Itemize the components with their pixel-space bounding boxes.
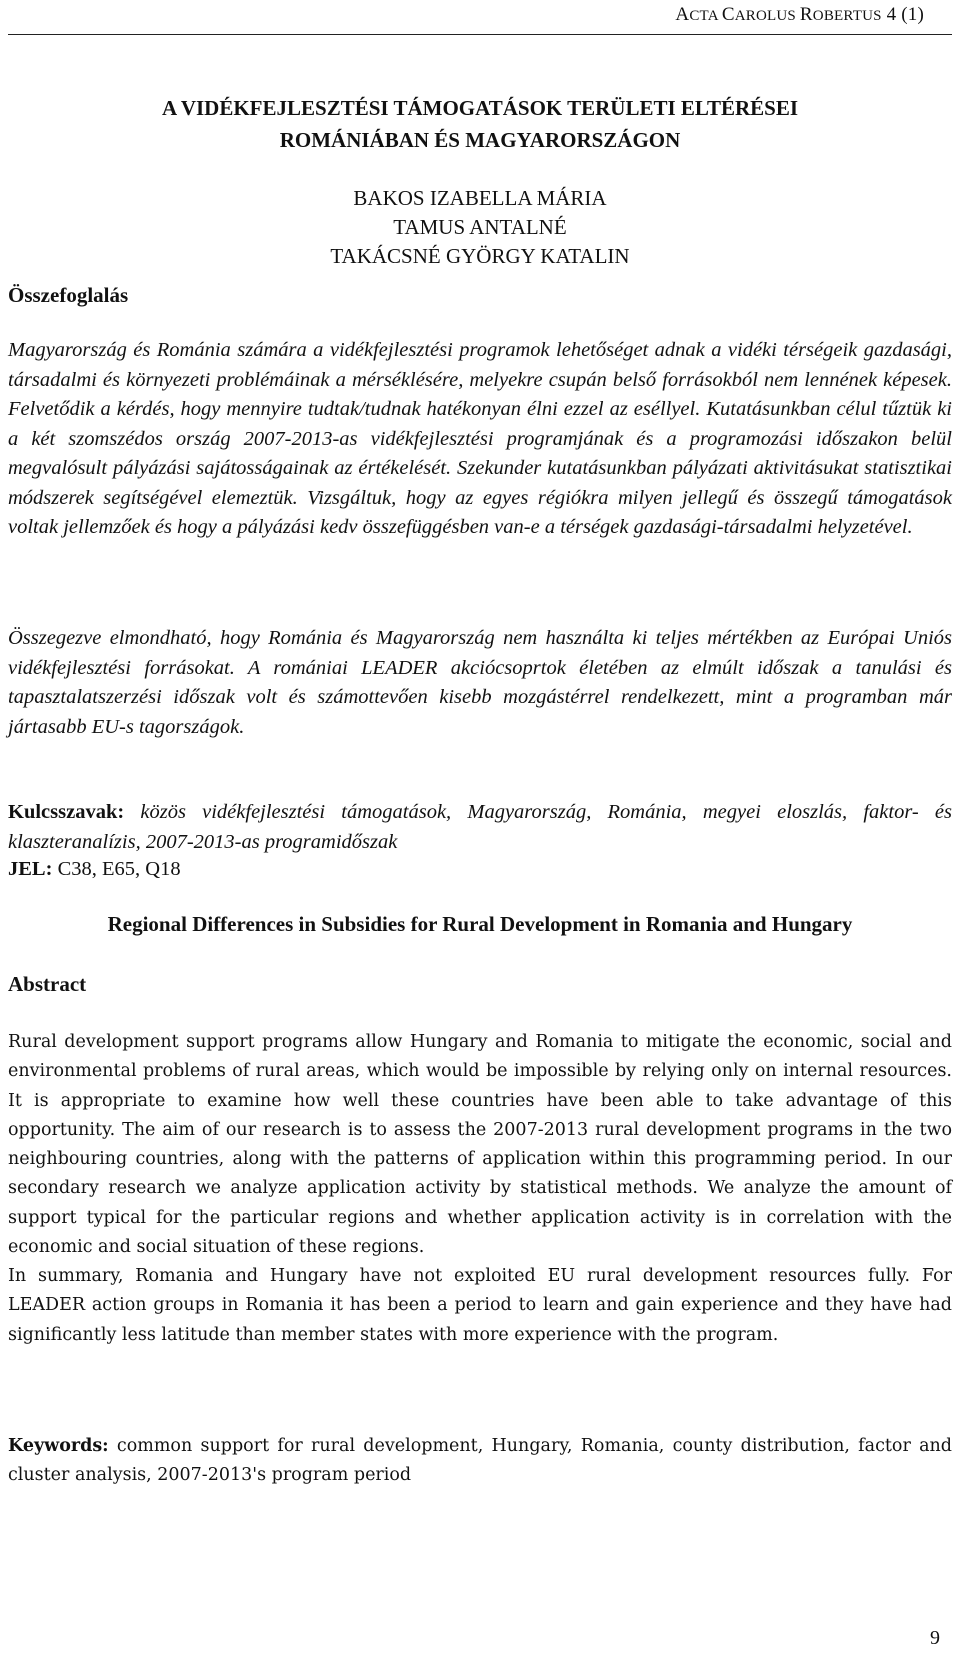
- en-keywords-text: common support for rural development, Hungary, Romania, county distribution, factor and cluster analysis, 2007-2013's program period: [8, 1436, 952, 1486]
- author-2: TAMUS ANTALNÉ: [393, 215, 567, 239]
- running-head-part: CTA: [689, 8, 722, 24]
- en-abstract-heading: Abstract: [8, 972, 87, 996]
- running-head-part: AROLUS: [734, 8, 800, 24]
- jel-text: C38, E65, Q18: [52, 858, 181, 880]
- jel-codes: [8, 855, 952, 885]
- page-number: 9: [930, 1627, 940, 1649]
- hu-keywords-text: közös vidékfejlesztési támogatások, Magyarország, Románia, megyei eloszlás, faktor- és klaszteranalízis, 2007-2013-as programidőszak: [8, 801, 952, 853]
- author-list: [0, 184, 960, 271]
- running-head-part: R: [799, 4, 813, 25]
- en-abstract-paragraph-2: In summary, Romania and Hungary have not exploited EU rural development resources fully. For LEADER action groups in Romania it has been a period to learn and gain experience and they have had significantly less latitude than member states with more experience with the program.: [8, 1266, 952, 1345]
- en-abstract-paragraph-1: Rural development support programs allow Hungary and Romania to mitigate the economic, social and environmental problems of rural areas, which would be impossible by relying only on internal resources. It is appropriate to examine how well these countries have been able to take advantage of this opportunity. The aim of our research is to assess the 2007-2013 rural development programs in the two neighbouring countries, along with the patterns of application within this programming period. In our secondary research we analyze application activity by statistical methods. We analyze the amount of support typical for the particular regions and whether application activity is in correlation with the economic and social situation of these regions.: [8, 1032, 952, 1258]
- author-3: TAKÁCSNÉ GYÖRGY KATALIN: [330, 244, 630, 268]
- running-head-part: OBERTUS: [812, 8, 882, 24]
- title-line-2: ROMÁNIÁBAN ÉS MAGYARORSZÁGON: [279, 128, 681, 152]
- english-title: Regional Differences in Subsidies for Rural Development in Romania and Hungary: [107, 912, 853, 936]
- hu-keywords-label: Kulcsszavak:: [8, 801, 125, 823]
- running-head-part: C: [721, 4, 735, 25]
- article-title: [0, 92, 960, 156]
- running-head: [675, 4, 924, 26]
- hu-summary-paragraph-1: Magyarország és Románia számára a vidékfejlesztési programok lehetőséget adnak a vidéki térségeik gazdasági, társadalmi és környezeti problémáinak a mérséklésére, melyekre csupán belső forrásokból nem lennének képesek. Felvetődik a kérdés, hogy mennyire tudtak/tudnak hatékonyan élni ezzel az eséllyel. Kutatásunkban célul tűztük ki a két szomszédos ország 2007-2013-as vidékfejlesztési programjának és a programozási időszakon belül megvalósult pályázási sajátosságainak az értékelését. Szekunder kutatásunkban pályázati aktivitásukat statisztikai módszerek segítségével elemeztük. Vizsgáltuk, hogy az egyes régiókra milyen jellegű és összegű támogatások voltak jellemzőek és hogy a pályázási kedv összefüggésben van-e a térségek gazdasági-társadalmi helyzetével.: [8, 339, 952, 538]
- hu-summary-paragraph-2: Összegezve elmondható, hogy Románia és Magyarország nem használta ki teljes mértékben az Európai Uniós vidékfejlesztési forrásokat. A romániai LEADER akciócsoprtok életében az elmúlt időszak a tanulási és tapasztalatszerzési időszak volt és számottevően kisebb mozgástérrel rendelkezett, mint a programban már jártasabb EU-s tagországok.: [8, 627, 952, 738]
- en-keywords: [8, 1432, 952, 1491]
- en-keywords-label: Keywords:: [8, 1436, 109, 1456]
- author-1: BAKOS IZABELLA MÁRIA: [353, 186, 607, 210]
- jel-label: JEL:: [8, 858, 53, 880]
- header-rule: [8, 34, 952, 35]
- running-head-part: 4 (1): [881, 4, 924, 25]
- hu-summary-heading: Összefoglalás: [8, 283, 129, 307]
- running-head-part: A: [675, 4, 690, 25]
- title-line-1: A VIDÉKFEJLESZTÉSI TÁMOGATÁSOK TERÜLETI ELTÉRÉSEI: [161, 96, 799, 120]
- hu-keywords: [8, 798, 952, 857]
